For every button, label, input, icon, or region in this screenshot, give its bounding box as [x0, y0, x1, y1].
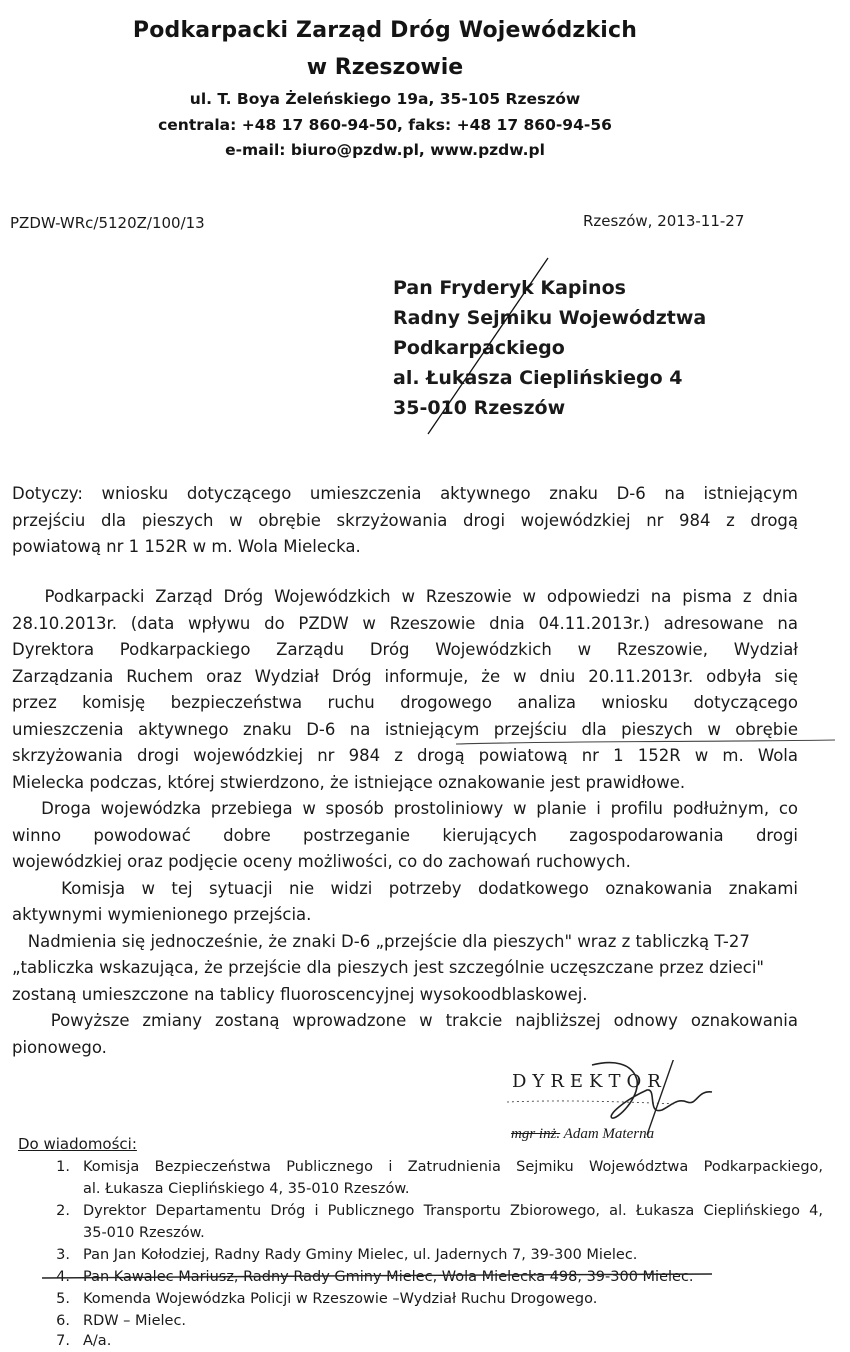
letterhead-email-www: e-mail: biuro@pzdw.pl, www.pzdw.pl — [225, 141, 545, 159]
body-line: winno powodować dobre postrzeganie kierujących zagospodarowania drogi — [12, 825, 798, 845]
subject-line: powiatową nr 1 152R w m. Wola Mielecka. — [12, 537, 361, 556]
distribution-text: Komenda Wojewódzka Policji w Rzeszowie –Wydział Ruchu Drogowego. — [83, 1291, 598, 1307]
recipient-line: Pan Fryderyk Kapinos — [393, 277, 626, 299]
handwritten-signature — [497, 1060, 757, 1150]
body-line: umieszczenia aktywnego znaku D-6 na istniejącym przejściu dla pieszych w obrębie — [12, 719, 798, 739]
body-line: Podkarpacki Zarząd Dróg Wojewódzkich w Rzeszowie w odpowiedzi na pisma z dnia — [12, 587, 798, 606]
distribution-number: 4. — [56, 1269, 70, 1285]
subject — [12, 481, 798, 561]
distribution-number: 3. — [56, 1247, 70, 1263]
letterhead-address: ul. T. Boya Żeleńskiego 19a, 35-105 Rzeszów — [189, 90, 581, 108]
distribution-text: Dyrektor Departamentu Dróg i Publicznego Transportu Zbiorowego, al. Łukasza Cieplińskiego 4, — [83, 1203, 823, 1219]
body-line: Mielecka podczas, której stwierdzono, że istniejące oznakowanie jest prawidłowe. — [12, 772, 686, 792]
body-line: Nadmienia się jednocześnie, że znaki D-6 „przejście dla pieszych" wraz z tabliczką T-27 — [12, 931, 750, 951]
distribution-text: al. Łukasza Cieplińskiego 4, 35-010 Rzeszów. — [83, 1181, 410, 1197]
letter-body — [12, 584, 798, 1061]
body-line: Zarządzania Ruchem oraz Wydział Dróg informuje, że w dniu 20.11.2013r. odbyła się — [12, 666, 798, 686]
signature-name-prefix: mgr inż. — [511, 1126, 561, 1142]
signature-name-text: Adam Materna — [563, 1126, 655, 1142]
body-line: zostaną umieszczone na tablicy fluoroscencyjnej wysokoodblaskowej. — [12, 984, 588, 1004]
letterhead-organization: Podkarpacki Zarząd Dróg Wojewódzkich — [132, 18, 638, 43]
distribution-text: Komisja Bezpieczeństwa Publicznego i Zatrudnienia Sejmiku Województwa Podkarpackiego, — [83, 1159, 823, 1175]
body-line: aktywnymi wymienionego przejścia. — [12, 905, 312, 924]
body-line: skrzyżowania drogi wojewódzkiej nr 984 z drogą powiatową nr 1 152R w m. Wola — [12, 746, 798, 765]
distribution-text: A/a. — [83, 1333, 112, 1349]
distribution-text: Pan Jan Kołodziej, Radny Rady Gminy Mielec, ul. Jadernych 7, 39-300 Mielec. — [83, 1247, 638, 1263]
recipient-line: al. Łukasza Cieplińskiego 4 — [393, 367, 683, 389]
place-date: Rzeszów, 2013-11-27 — [583, 212, 745, 230]
distribution-number: 1. — [56, 1159, 70, 1175]
subject-line: przejściu dla pieszych w obrębie skrzyżowania drogi wojewódzkiej nr 984 z drogą — [12, 510, 798, 530]
body-line: wojewódzkiej oraz podjęcie oceny możliwości, co do zachowań ruchowych. — [12, 852, 631, 871]
signature-title: DYREKTOR — [512, 1071, 667, 1092]
distribution-text: RDW – Mielec. — [83, 1313, 187, 1329]
letterhead-phone-fax: centrala: +48 17 860-94-50, faks: +48 17 860-94-56 — [158, 116, 612, 134]
body-line: Droga wojewódzka przebiega w sposób prostoliniowy w planie i profilu podłużnym, co — [12, 799, 798, 818]
body-line: pionowego. — [12, 1037, 107, 1057]
distribution-number: 2. — [56, 1203, 70, 1219]
body-line: przez komisję bezpieczeństwa ruchu drogowego analiza wniosku dotyczącego — [12, 693, 798, 712]
reference-number: PZDW-WRc/5120Z/100/13 — [10, 214, 205, 232]
letterhead-city: w Rzeszowie — [306, 55, 464, 80]
distribution-heading: Do wiadomości: — [18, 1135, 137, 1153]
body-line: 28.10.2013r. (data wpływu do PZDW w Rzeszowie dnia 04.11.2013r.) adresowane na — [12, 613, 798, 633]
distribution-text: Pan Kawalec Mariusz, Radny Rady Gminy Mielec, Wola Mielecka 498, 39-300 Mielec. — [83, 1269, 694, 1285]
body-line: Dyrektora Podkarpackiego Zarządu Dróg Wojewódzkich w Rzeszowie, Wydział — [12, 640, 798, 659]
recipient-line: 35-010 Rzeszów — [393, 397, 566, 419]
recipient-line: Podkarpackiego — [393, 337, 565, 359]
recipient-line: Radny Sejmiku Województwa — [393, 307, 707, 329]
distribution-number: 5. — [56, 1291, 70, 1307]
distribution-number: 6. — [56, 1313, 70, 1329]
distribution-text: 35-010 Rzeszów. — [83, 1225, 205, 1241]
distribution-number: 7. — [56, 1333, 70, 1349]
body-line: Komisja w tej sytuacji nie widzi potrzeby dodatkowego oznakowania znakami — [12, 878, 798, 898]
subject-line: Dotyczy: wniosku dotyczącego umieszczenia aktywnego znaku D-6 na istniejącym — [12, 484, 798, 503]
body-line: „tabliczka wskazująca, że przejście dla pieszych jest szczególnie uczęszczane przez dzieci" — [12, 958, 765, 977]
body-line: Powyższe zmiany zostaną wprowadzone w trakcie najbliższej odnowy oznakowania — [12, 1011, 798, 1030]
